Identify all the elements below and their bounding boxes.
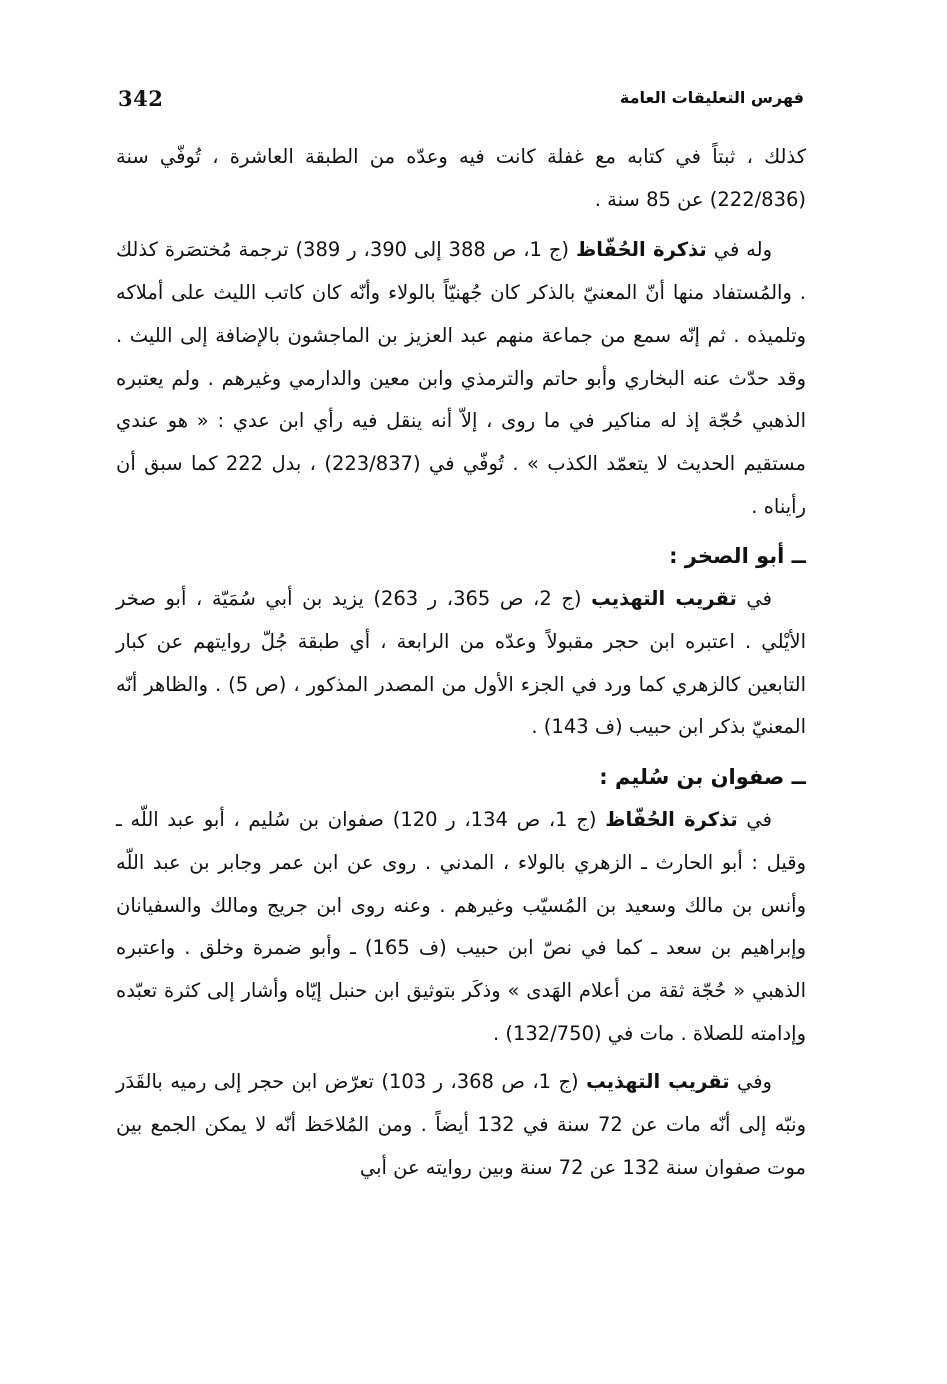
paragraph-tadhkira-2 bbox=[116, 799, 806, 1055]
paragraph-continuation: كذلك ، ثبتاً في كتابه مع غفلة كانت فيه وعدّه من الطبقة العاشرة ، تُوفّي سنة (222/836) عن 85 سنة . bbox=[116, 145, 806, 211]
paragraph-intro: في bbox=[746, 587, 772, 611]
source-title: تذكرة الحُفّاظ bbox=[605, 808, 738, 832]
paragraph-intro: في bbox=[746, 808, 772, 832]
paragraph-text: (ج 1، ص 388 إلى 390، ر 389) ترجمة مُختصَرة كذلك . والمُستفاد منها أنّ المعنيّ بالذكر كان جُهنيّاً بالولاء وأنّه كان كاتب الليث على أملاكه وتلميذه . ثم إنّه سمع من جماعة منهم عبد العزيز بن الماجشون بالإضافة إلى الليث . وقد حدّث عنه البخاري وأبو حاتم والترمذي وابن معين والدارمي وغيرهم . ولم يعتبره الذهبي حُجّة إذ له مناكير في ما روى ، إلاّ أنه ينقل فيه رأي ابن عدي : « هو عندي مستقيم الحديث لا يتعمّد الكذب » . تُوفّي في (223/837) ، بدل 222 كما سبق أن رأيناه . bbox=[116, 238, 807, 518]
paragraph-text: (ج 1، ص 134، ر 120) صفوان بن سُليم ، أبو عبد اللّه ـ وقيل : أبو الحارث ـ الزهري بالولاء ، المدني . روى عن ابن عمر وجابر بن عبد اللّه وأنس بن مالك وسعيد بن المُسيّب وغيرهم . وعنه روى ابن جريج ومالك والسفيانان وإبراهيم بن سعد ـ كما في نصّ ابن حبيب (ف 165) ـ وأبو ضمرة وخلق . واعتبره الذهبي « حُجّة ثقة من أعلام الهَدى » وذكَر بتوثيق ابن حنبل إيّاه وأشار إلى كثرة تعبّده وإدامته للصلاة . مات في (132/750) . bbox=[116, 808, 806, 1045]
body-text bbox=[116, 136, 806, 1189]
paragraph-intro: وله في bbox=[713, 238, 772, 262]
source-title: تقريب التهذيب bbox=[586, 1070, 730, 1094]
paragraph-taqrib-2 bbox=[116, 1061, 806, 1189]
running-title: فهرس التعليقات العامة bbox=[619, 88, 804, 107]
entry-heading-safwan: ــ صفوان بن سُليم : bbox=[599, 765, 806, 790]
paragraph-text: (ج 1، ص 368، ر 103) تعرّض ابن حجر إلى رميه بالقَدَر ونبّه إلى أنّه مات عن 72 سنة في 132 أيضاً . ومن المُلاحَظ أنّه لا يمكن الجمع بين موت صفوان سنة 132 عن 72 سنة وبين روايته عن أبي bbox=[116, 1070, 806, 1179]
paragraph-intro: وفي bbox=[736, 1070, 772, 1094]
page-header bbox=[118, 86, 804, 120]
source-title: تقريب التهذيب bbox=[591, 587, 737, 611]
paragraph-text: (ج 2، ص 365، ر 263) يزيد بن أبي سُمَيّة ، أبو صخر الأيْلي . اعتبره ابن حجر مقبولاً وعدّه من الرابعة ، أي طبقة جُلّ روايتهم عن كبار التابعين كالزهري كما ورد في الجزء الأول من المصدر المذكور ، (ص 5) . والظاهر أنّه المعنيّ بذكر ابن حبيب (ف 143) . bbox=[116, 587, 806, 739]
entry-heading-abu-al-sakhr: ــ أبو الصخر : bbox=[669, 544, 806, 569]
paragraph-taqrib-1 bbox=[116, 578, 806, 749]
source-title: تذكرة الحُفّاظ bbox=[575, 238, 707, 262]
paragraph-tadhkira-1 bbox=[116, 229, 806, 528]
page-number: 342 bbox=[118, 86, 164, 111]
